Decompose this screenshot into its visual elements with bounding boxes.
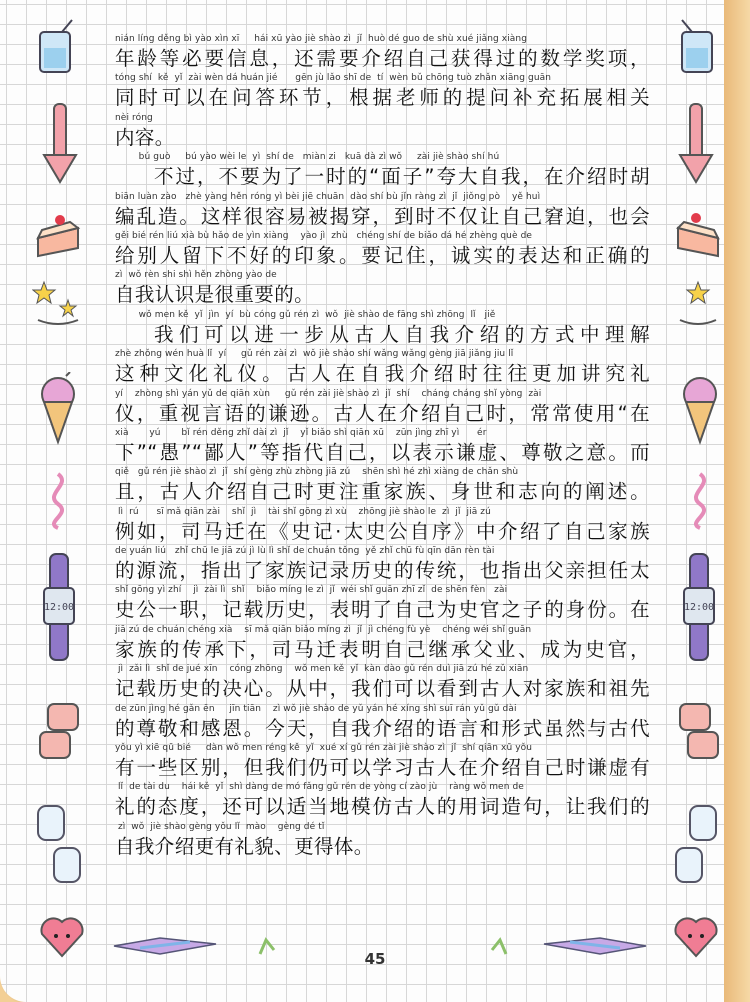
text-line — [115, 505, 650, 544]
ice-cream-sticker-icon — [678, 372, 722, 448]
ribbon-sticker-icon — [38, 470, 78, 530]
pinyin-line: tóng shí kě yǐ zài wèn dá huán jié gēn jù lǎo shī de tí wèn bǔ chōng tuò zhǎn xiāng guān — [115, 73, 552, 84]
text-line — [115, 32, 650, 71]
hanzi-line: 年龄等必要信息，还需要介绍自己获得过的数学奖项， — [115, 47, 650, 70]
glasses-sticker-icon — [34, 800, 84, 890]
pinyin-line: wǒ men kě yǐ jìn yí bù cóng gǔ rén zì wǒ jiè shào de fāng shì zhōng lǐ jiě — [115, 309, 496, 320]
pinyin-line: shǐ gōng yì zhí jì zài lì shǐ biǎo míng le zì jǐ wéi shǐ guān zhī zǐ de shēn fèn zài — [115, 585, 508, 596]
hanzi-line: 史公一职，记载历史，表明了自己为史官之子的身份。在 — [115, 598, 650, 622]
pinyin-line: jì zǎi lì shǐ de jué xīn cóng zhōng wǒ men kě yǐ kàn dào gǔ rén duì jiā zú hé zǔ xiān — [115, 664, 529, 675]
ribbon-sticker-icon — [680, 470, 720, 530]
cup-sticker-icon — [672, 18, 722, 78]
speech-bubble-sticker-icon — [678, 702, 722, 764]
refresh-arrow-icon — [256, 936, 278, 960]
ice-cream-sticker-icon — [36, 372, 82, 448]
text-line — [115, 662, 650, 701]
hanzi-line: 例如，司马迁在《史记·太史公自序》中介绍了自己家族 — [115, 519, 650, 543]
hanzi-line: 的尊敬和感恩。今天，自我介绍的语言和形式虽然与古代 — [115, 716, 650, 740]
hanzi-line: 不过，不要为了一时的“面子”夸大自我，在介绍时胡 — [154, 165, 650, 189]
text-line — [115, 426, 650, 465]
hanzi-line: 且，古人介绍自己时更注重家族、身世和志向的阐述。 — [115, 480, 650, 504]
pinyin-line: gěi bié rén liú xià bù hǎo de yìn xiàng yào jì zhù chéng shí de biǎo dá hé zhèng què de — [115, 230, 533, 241]
pinyin-line: zì wǒ rèn shi shì hěn zhòng yào de — [115, 270, 277, 281]
text-line — [115, 623, 650, 662]
text-line — [115, 583, 650, 622]
hanzi-line: 自我认识是很重要的。 — [115, 283, 315, 307]
hanzi-line: 礼的态度，还可以适当地模仿古人的用词造句，让我们的 — [115, 795, 650, 819]
text-line — [115, 229, 650, 268]
text-line — [115, 544, 650, 583]
text-line — [115, 741, 650, 780]
text-line — [115, 820, 650, 859]
svg-text:12:00: 12:00 — [683, 602, 715, 613]
hanzi-line: 同时可以在问答环节，根据老师的提问补充拓展相关 — [115, 86, 650, 110]
notebook-binding — [724, 0, 750, 1002]
hanzi-line: 有一些区别，但我们仍可以学习古人在介绍自己时谦虚有 — [115, 756, 650, 780]
hanzi-line: 这种文化礼仪。古人在自我介绍时往往更加讲究礼 — [115, 362, 650, 386]
text-line — [115, 150, 650, 189]
text-line — [115, 268, 650, 307]
pen-sticker-icon — [540, 934, 650, 958]
pinyin-line: jiā zú de chuán chéng xià sī mǎ qiān biǎo míng zì jǐ jì chéng fù yè chéng wéi shǐ guān — [115, 624, 532, 635]
stars-sticker-icon — [32, 280, 84, 332]
pinyin-line: zì wǒ jiè shào gèng yǒu lǐ mào gèng dé tǐ — [115, 821, 325, 832]
hanzi-line: 记载历史的决心。从中，我们可以看到古人对家族和祖先 — [115, 677, 650, 701]
watch-sticker-icon — [42, 552, 76, 662]
hanzi-line: 我们可以进一步从古人自我介绍的方式中理解 — [154, 322, 650, 346]
pen-sticker-icon — [110, 934, 220, 958]
text-line — [115, 308, 650, 347]
cake-sticker-icon — [34, 208, 84, 258]
pinyin-line: de yuán liú zhǐ chū le jiā zú jì lù lì shǐ de chuán tǒng yě zhǐ chū fù qīn dān rèn tài — [115, 546, 495, 557]
heart-sticker-icon — [36, 912, 88, 960]
stars-sticker-icon — [676, 280, 720, 332]
hanzi-line: 仪，重视言语的谦逊。古人在介绍自己时，常常使用“在 — [115, 401, 650, 425]
refresh-arrow-icon — [488, 936, 510, 960]
pinyin-line: nèi róng — [115, 112, 153, 123]
hanzi-line: 下”“愚”“鄙人”等指代自己，以表示谦虚、尊敬之意。而 — [115, 440, 650, 464]
hanzi-line: 的源流，指出了家族记录历史的传统，也指出父亲担任太 — [115, 559, 650, 583]
text-line — [115, 347, 650, 386]
text-line — [115, 702, 650, 741]
hanzi-line: 编乱造。这样很容易被揭穿，到时不仅让自己窘迫，也会 — [115, 204, 650, 228]
text-line — [115, 780, 650, 819]
pinyin-line: lǐ de tài du hái kě yǐ shì dàng de mó fǎng gǔ rén de yòng cí zào jù ràng wǒ men de — [115, 782, 524, 793]
hanzi-line: 内容。 — [115, 125, 175, 149]
pinyin-line: nián líng děng bì yào xìn xī hái xū yào jiè shào zì jǐ huò dé guo de shù xué jiǎng xiàng — [115, 34, 528, 44]
cup-sticker-icon — [32, 18, 82, 78]
heart-sticker-icon — [670, 912, 720, 960]
text-line — [115, 465, 650, 504]
pinyin-line: yí zhòng shì yán yǔ de qiān xùn gǔ rén zài jiè shào zì jǐ shí cháng cháng shǐ yòng zài — [115, 388, 542, 399]
text-line — [115, 387, 650, 426]
pinyin-line: qiě gǔ rén jiè shào zì jǐ shí gèng zhù zhòng jiā zú shēn shì hé zhì xiàng de chǎn shù — [115, 467, 519, 478]
pinyin-line: xià yú bǐ rén děng zhǐ dài zì jǐ yǐ biǎo shì qiān xū zūn jìng zhī yì ér — [115, 427, 487, 438]
page-number: 45 — [364, 950, 386, 968]
cake-sticker-icon — [674, 208, 722, 258]
pinyin-line: zhè zhǒng wén huà lǐ yí gǔ rén zài zì wǒ jiè shào shí wǎng wǎng gèng jiā jiǎng jiu lǐ — [115, 349, 514, 360]
pinyin-line: lì rú sī mǎ qiān zài shǐ jì tài shǐ gōng zì xù zhōng jiè shào le zì jǐ jiā zú — [115, 506, 491, 517]
pinyin-line: de zūn jìng hé gǎn ēn jīn tiān zì wǒ jiè shào de yǔ yán hé xíng shì suī rán yǔ gǔ dài — [115, 703, 517, 714]
arrow-down-sticker-icon — [40, 100, 80, 190]
text-line — [115, 111, 650, 150]
svg-text:12:00: 12:00 — [43, 602, 75, 613]
hanzi-line: 家族的传承下，司马迁表明自己继承父业、成为史官， — [115, 637, 650, 661]
text-line — [115, 71, 650, 110]
pinyin-line: yǒu yì xiē qū bié dàn wǒ men réng kě yǐ xué xí gǔ rén zài jiè shào zì jǐ shí qiān xū yǒu — [115, 743, 533, 754]
watch-sticker-icon — [682, 552, 716, 662]
pinyin-line: bú guò bú yào wèi le yì shí de miàn zi kuā dà zì wǒ zài jiè shào shí hú — [115, 152, 500, 163]
glasses-sticker-icon — [674, 800, 720, 890]
hanzi-line: 自我介绍更有礼貌、更得体。 — [115, 834, 374, 858]
text-line — [115, 190, 650, 229]
text-body — [115, 32, 650, 859]
pinyin-line: biān luàn zào zhè yàng hěn róng yì bèi jiē chuān dào shí bù jǐn ràng zì jǐ jiǒng pò yě huì — [115, 191, 541, 202]
hanzi-line: 给别人留下不好的印象。要记住，诚实的表达和正确的 — [115, 243, 650, 267]
speech-bubble-sticker-icon — [38, 702, 82, 764]
arrow-down-sticker-icon — [676, 100, 716, 190]
